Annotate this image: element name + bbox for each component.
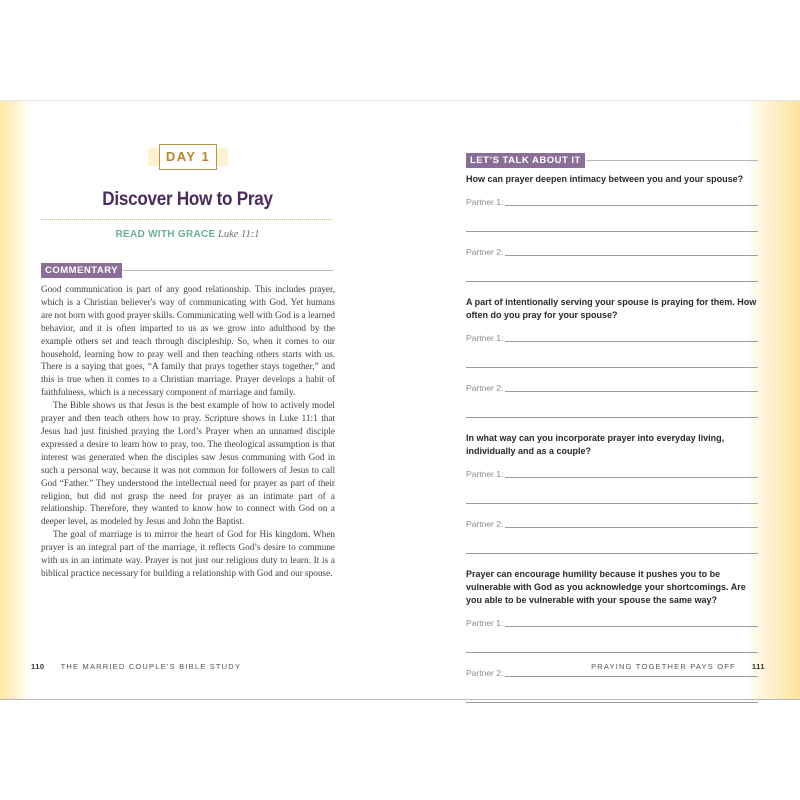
commentary-paragraph: The Bible shows us that Jesus is the best example of how to actively model prayer and then teach others how to pray. Scripture shows in Luke 11:1 that Jesus had just finished praying the Lord’s Prayer when an unnamed disciple expressed a desire to learn how to pray, too. The theological assumption is that interest was generated when the disciples saw Jesus communing with God in such a personal way, because it was not common for followers of Jesus to call God “Father.” They understood the intellectual need for prayer as part of their religion, but did not grasp the need for prayer as an intimate part of a relationship. Therefore, they wanted to know how to connect with God on a deeper level, as modeled by Jesus and John the Baptist. (41, 400, 335, 527)
right-page (400, 101, 800, 699)
answer-line[interactable] (466, 490, 758, 504)
partner2-label: Partner 2: (466, 383, 504, 393)
answer-line[interactable] (505, 391, 758, 392)
page-number: 111 (751, 662, 765, 671)
answer-line[interactable] (505, 477, 758, 478)
running-head: THE MARRIED COUPLE’S BIBLE STUDY (60, 662, 242, 671)
partner2-label: Partner 2: (466, 668, 504, 678)
footer-right (591, 662, 765, 671)
partner1-answer[interactable] (466, 329, 758, 343)
answer-line[interactable] (466, 268, 758, 282)
question-text: A part of intentionally serving your spouse is praying for them. How often do you pray for your spouse? (466, 297, 757, 320)
commentary-label: COMMENTARY (41, 263, 122, 278)
commentary-header (41, 263, 333, 278)
question-item (466, 173, 758, 282)
partner1-label: Partner 1: (466, 469, 504, 479)
question-item (466, 296, 758, 418)
answer-line[interactable] (505, 205, 758, 206)
partner2-answer[interactable] (466, 379, 758, 393)
partner1-answer[interactable] (466, 193, 758, 207)
partner2-answer[interactable] (466, 515, 758, 529)
answer-line[interactable] (466, 639, 758, 653)
scripture-reference: Luke 11:1 (218, 229, 260, 240)
partner1-answer[interactable] (466, 465, 758, 479)
answer-line[interactable] (505, 255, 758, 256)
question-text: How can prayer deepen intimacy between you and your spouse? (466, 174, 744, 184)
question-item (466, 568, 758, 703)
book-spread (0, 100, 800, 700)
answer-line[interactable] (505, 626, 758, 627)
answer-line[interactable] (466, 689, 758, 703)
answer-line[interactable] (466, 218, 758, 232)
talk-label: LET’S TALK ABOUT IT (466, 153, 585, 168)
day-badge (148, 144, 228, 170)
commentary-paragraph: Good communication is part of any good relationship. This includes prayer, which is a Christian believer's way of communicating with God. Yet humans are not born with good prayer skills. Communicating well with God is a learned behavior, and it is often imparted to us as we grow into adulthood by the example others set and teach through discipleship. So, when it comes to our household, learning how to pray well and then teaching others starts with us. There is a saying that goes, “A family that prays together stays together,” and this is true when it comes to a Christian marriage. Prayer develops a habit of faithfulness, which is a necessary component of marriage and family. (41, 284, 335, 398)
read-label: READ WITH GRACE (115, 229, 216, 240)
answer-line[interactable] (505, 527, 758, 528)
answer-line[interactable] (505, 676, 758, 677)
read-with-grace-line (40, 229, 335, 240)
partner1-label: Partner 1: (466, 197, 504, 207)
running-head: PRAYING TOGETHER PAYS OFF (591, 662, 736, 671)
discussion-questions (466, 173, 758, 717)
footer-left (31, 662, 241, 671)
partner2-label: Partner 2: (466, 519, 504, 529)
answer-line[interactable] (466, 540, 758, 554)
answer-line[interactable] (466, 354, 758, 368)
answer-line[interactable] (466, 404, 758, 418)
commentary-body (41, 283, 335, 580)
lesson-title: Discover How to Pray (102, 189, 273, 210)
partner2-label: Partner 2: (466, 247, 504, 257)
partner2-answer[interactable] (466, 243, 758, 257)
talk-rule (586, 160, 758, 161)
question-item (466, 432, 758, 554)
title-divider (41, 219, 333, 220)
question-text: Prayer can encourage humility because it pushes you to be vulnerable with God as you acknowledge your shortcomings. Are you able to be vulnerable with your spouse the same way? (466, 569, 746, 605)
page-number: 110 (31, 662, 45, 671)
day-badge-label: DAY 1 (159, 144, 217, 170)
partner1-label: Partner 1: (466, 333, 504, 343)
commentary-paragraph: The goal of marriage is to mirror the heart of God for His kingdom. When prayer is an integral part of the marriage, it reflects God’s desire to commune with us in an intimate way. Prayer is not just our religious duty to learn. It is a biblical practice necessary for building a relationship with God and our spouse. (41, 529, 335, 578)
talk-header (466, 153, 758, 168)
question-text: In what way can you incorporate prayer into everyday living, individually and as a couple? (466, 433, 725, 456)
partner1-label: Partner 1: (466, 618, 504, 628)
answer-line[interactable] (505, 341, 758, 342)
left-page (0, 101, 400, 699)
commentary-rule (123, 270, 333, 271)
partner1-answer[interactable] (466, 614, 758, 628)
